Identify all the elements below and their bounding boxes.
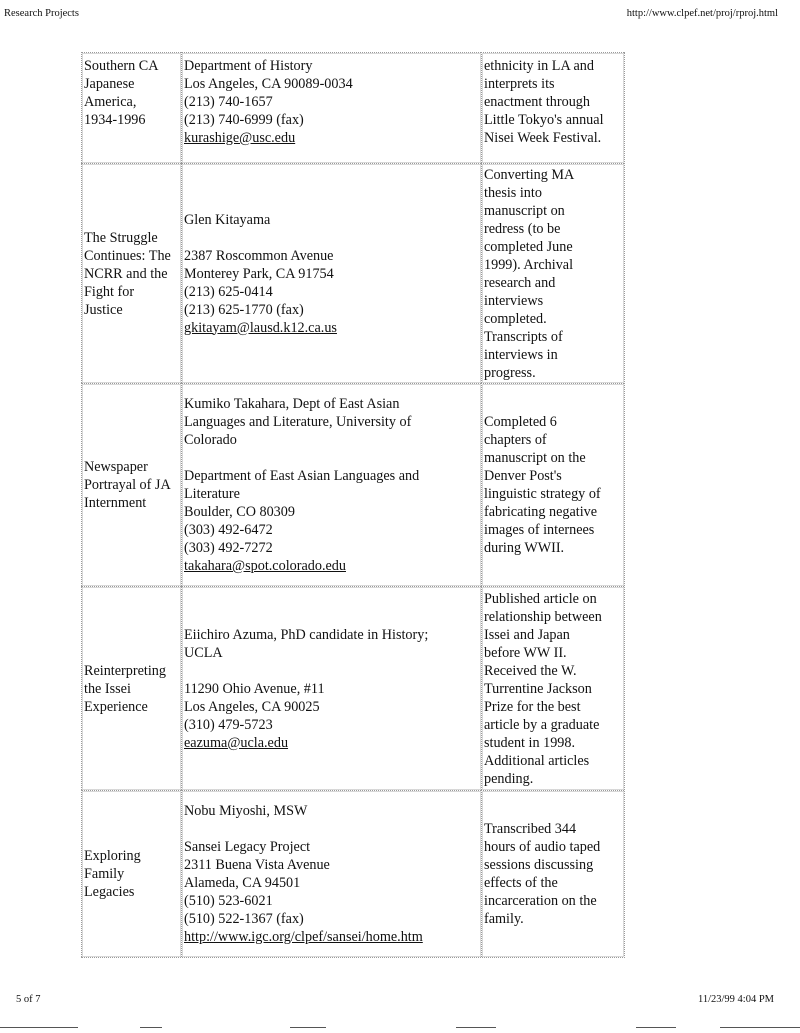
contact-line: (213) 740-6999 (fax) bbox=[184, 112, 304, 128]
research-projects-table bbox=[81, 52, 625, 958]
status-line: interviews bbox=[484, 293, 544, 309]
status-line: effects of the bbox=[484, 875, 558, 891]
email-link[interactable]: kurashige@usc.edu bbox=[184, 130, 296, 146]
page-footer-page-count: 5 of 7 bbox=[16, 994, 41, 1005]
status-line: images of internees bbox=[484, 522, 595, 538]
project-title-cell bbox=[81, 383, 181, 586]
contact-line: 11290 Ohio Avenue, #11 bbox=[184, 680, 325, 697]
contact-cell bbox=[181, 52, 481, 163]
status-line: interviews in bbox=[484, 347, 558, 363]
contact-cell bbox=[181, 383, 481, 586]
status-line: Completed 6 bbox=[484, 414, 557, 430]
contact-cell bbox=[181, 586, 481, 790]
project-title-line: Family bbox=[84, 866, 125, 882]
contact-line: (510) 522-1367 (fax) bbox=[184, 911, 304, 927]
project-title-line: Justice bbox=[84, 301, 123, 318]
contact-line: (310) 479-5723 bbox=[184, 716, 273, 733]
status-line: Little Tokyo's annual bbox=[484, 112, 604, 128]
contact-line: (510) 523-6021 bbox=[184, 893, 273, 909]
bottom-rule-divider bbox=[0, 1027, 800, 1029]
status-line: Converting MA bbox=[484, 167, 575, 183]
status-line: pending. bbox=[484, 770, 534, 787]
status-line: redress (to be bbox=[484, 221, 561, 237]
contact-name: UCLA bbox=[184, 644, 223, 661]
project-title-line: Experience bbox=[84, 698, 148, 715]
status-line: Issei and Japan bbox=[484, 626, 570, 643]
status-line: fabricating negative bbox=[484, 504, 598, 520]
project-title-line: Exploring bbox=[84, 848, 141, 864]
table-row bbox=[81, 586, 624, 790]
status-line: student in 1998. bbox=[484, 734, 576, 751]
status-cell bbox=[481, 52, 624, 163]
page-footer-timestamp: 11/23/99 4:04 PM bbox=[697, 994, 774, 1005]
table-row bbox=[81, 790, 624, 957]
project-title-line: Portrayal of JA bbox=[84, 477, 171, 493]
project-title-line: Reinterpreting bbox=[84, 662, 166, 679]
contact-name: Nobu Miyoshi, MSW bbox=[184, 803, 308, 819]
project-title-line: Fight for bbox=[84, 283, 135, 300]
spacer bbox=[184, 449, 479, 467]
contact-line: Boulder, CO 80309 bbox=[184, 504, 295, 520]
email-link[interactable]: eazuma@ucla.edu bbox=[184, 734, 289, 751]
page-header-title: Research Projects bbox=[4, 8, 79, 19]
status-line: Nisei Week Festival. bbox=[484, 130, 602, 146]
table-row bbox=[81, 52, 624, 163]
project-title-cell bbox=[81, 163, 181, 383]
contact-name: Eiichiro Azuma, PhD candidate in History; bbox=[184, 626, 429, 643]
status-line: completed. bbox=[484, 311, 547, 327]
status-line: Transcripts of bbox=[484, 329, 563, 345]
status-line: Denver Post's bbox=[484, 468, 562, 484]
website-link[interactable]: http://www.igc.org/clpef/sansei/home.htm bbox=[184, 929, 423, 945]
contact-line: 2311 Buena Vista Avenue bbox=[184, 857, 330, 873]
status-line: article by a graduate bbox=[484, 716, 600, 733]
contact-line: (213) 740-1657 bbox=[184, 94, 273, 110]
contact-line: Monterey Park, CA 91754 bbox=[184, 265, 334, 282]
status-line: Published article on bbox=[484, 590, 597, 607]
table-row bbox=[81, 383, 624, 586]
project-title-line: Newspaper bbox=[84, 459, 148, 475]
status-line: 1999). Archival bbox=[484, 257, 574, 273]
status-line: completed June bbox=[484, 239, 573, 255]
project-title-line: the Issei bbox=[84, 680, 131, 697]
status-line: interprets its bbox=[484, 76, 555, 92]
contact-line: Literature bbox=[184, 486, 240, 502]
status-cell bbox=[481, 383, 624, 586]
status-line: during WWII. bbox=[484, 540, 565, 556]
project-title-line: 1934-1996 bbox=[84, 112, 146, 128]
contact-line: Los Angeles, CA 90025 bbox=[184, 698, 320, 715]
contact-name: Glen Kitayama bbox=[184, 211, 271, 228]
table-row bbox=[81, 163, 624, 383]
status-line: manuscript on bbox=[484, 203, 565, 219]
status-line: hours of audio taped bbox=[484, 839, 601, 855]
page-header-url: http://www.clpef.net/proj/rproj.html bbox=[626, 8, 778, 19]
project-title-line: Internment bbox=[84, 495, 147, 511]
email-link[interactable]: gkitayam@lausd.k12.ca.us bbox=[184, 319, 337, 336]
status-cell bbox=[481, 586, 624, 790]
status-line: Prize for the best bbox=[484, 698, 581, 715]
status-line: progress. bbox=[484, 365, 536, 381]
contact-line: 2387 Roscommon Avenue bbox=[184, 247, 334, 264]
status-line: relationship between bbox=[484, 608, 602, 625]
contact-line: Department of East Asian Languages and bbox=[184, 468, 420, 484]
project-title-cell bbox=[81, 790, 181, 957]
status-line: Additional articles bbox=[484, 752, 590, 769]
spacer bbox=[184, 662, 479, 680]
contact-line: Alameda, CA 94501 bbox=[184, 875, 301, 891]
contact-line: Los Angeles, CA 90089-0034 bbox=[184, 76, 353, 92]
spacer bbox=[184, 820, 479, 838]
project-title-line: Japanese bbox=[84, 76, 135, 92]
project-title-cell bbox=[81, 586, 181, 790]
email-link[interactable]: takahara@spot.colorado.edu bbox=[184, 558, 346, 574]
contact-name: Colorado bbox=[184, 432, 237, 448]
contact-cell bbox=[181, 163, 481, 383]
status-line: incarceration on the bbox=[484, 893, 597, 909]
contact-name: Languages and Literature, University of bbox=[184, 414, 412, 430]
spacer bbox=[184, 229, 479, 247]
status-line: sessions discussing bbox=[484, 857, 594, 873]
contact-line: Sansei Legacy Project bbox=[184, 839, 311, 855]
contact-name: Kumiko Takahara, Dept of East Asian bbox=[184, 396, 400, 412]
status-cell bbox=[481, 163, 624, 383]
status-line: thesis into bbox=[484, 185, 542, 201]
contact-cell bbox=[181, 790, 481, 957]
contact-line: (303) 492-7272 bbox=[184, 540, 273, 556]
project-title-cell bbox=[81, 52, 181, 163]
status-line: ethnicity in LA and bbox=[484, 58, 594, 74]
status-line: Received the W. bbox=[484, 662, 577, 679]
project-title-line: Legacies bbox=[84, 884, 135, 900]
status-line: chapters of bbox=[484, 432, 547, 448]
contact-line: (213) 625-0414 bbox=[184, 283, 273, 300]
status-line: manuscript on the bbox=[484, 450, 586, 466]
project-title-line: Southern CA bbox=[84, 58, 159, 74]
status-line: before WW II. bbox=[484, 644, 567, 661]
status-line: family. bbox=[484, 911, 524, 927]
project-title-line: NCRR and the bbox=[84, 265, 168, 282]
contact-line: Department of History bbox=[184, 58, 313, 74]
status-cell bbox=[481, 790, 624, 957]
project-title-line: Continues: The bbox=[84, 247, 171, 264]
status-line: Transcribed 344 bbox=[484, 821, 577, 837]
status-line: Turrentine Jackson bbox=[484, 680, 592, 697]
contact-line: (303) 492-6472 bbox=[184, 522, 273, 538]
status-line: research and bbox=[484, 275, 556, 291]
status-line: enactment through bbox=[484, 94, 590, 110]
contact-line: (213) 625-1770 (fax) bbox=[184, 301, 304, 318]
project-title-line: America, bbox=[84, 94, 137, 110]
status-line: linguistic strategy of bbox=[484, 486, 601, 502]
project-title-line: The Struggle bbox=[84, 229, 158, 246]
